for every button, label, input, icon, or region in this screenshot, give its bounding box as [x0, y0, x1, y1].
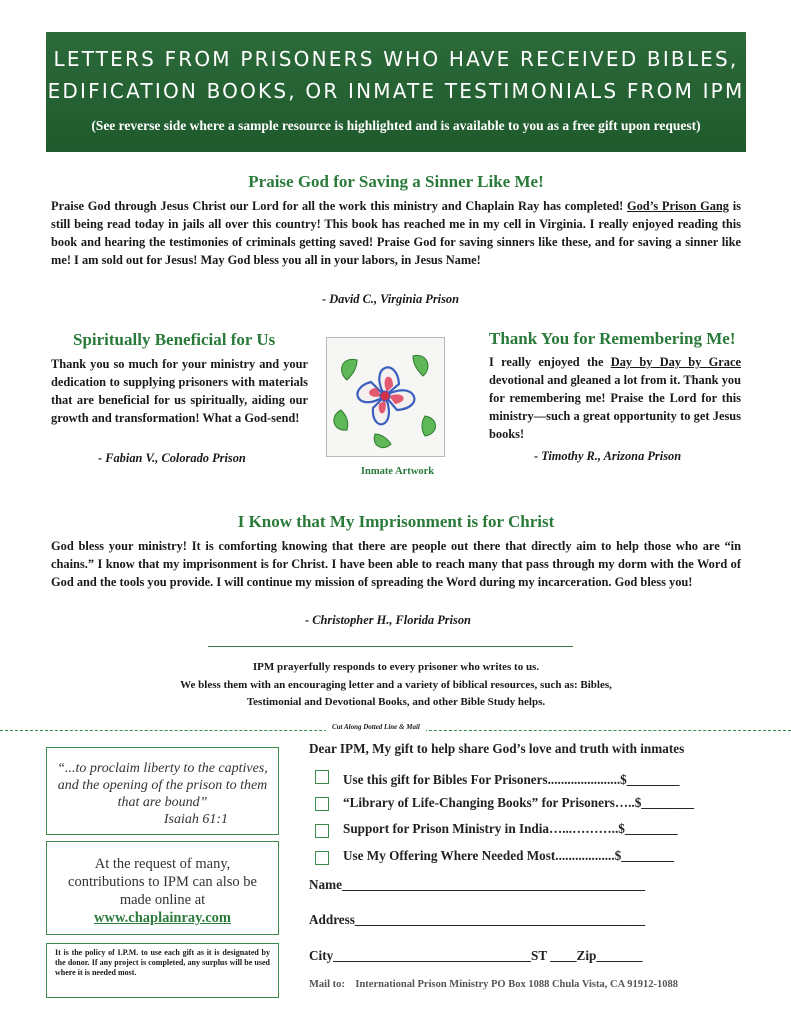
- option-where-needed-checkbox[interactable]: [315, 851, 329, 865]
- option-india-checkbox[interactable]: [315, 824, 329, 838]
- option-library-checkbox[interactable]: [315, 797, 329, 811]
- letter-4-body: God bless your ministry! It is comforting knowing that there are people out there that directly aim to help those who are “in chains.” I know that my imprisonment is for Christ. I have been able to reach many that pass through my dorm with the Word of God and the tools you provide. I will continue my mission of spreading the Word during my incarceration. God bless you!: [51, 539, 741, 589]
- letter-3-heading: Thank You for Remembering Me!: [489, 329, 736, 348]
- ipm-note-line-3: Testimonial and Devotional Books, and other Bible Study helps.: [246, 696, 546, 708]
- letter-3-body-start: I really enjoyed the: [489, 355, 611, 369]
- mail-to: [309, 979, 678, 990]
- header-banner: [46, 32, 746, 152]
- option-bibles-label: Use this gift for Bibles For Prisoners......................$________: [343, 772, 680, 787]
- online-giving-text: At the request of many, contributions to IPM can also be made online at: [68, 856, 257, 908]
- letter-3-body: [489, 353, 741, 443]
- ipm-note-line-2: We bless them with an encouraging letter and a variety of biblical resources, such as: Bibles,: [180, 678, 612, 691]
- banner-title-line-2: EDIFICATION BOOKS, OR INMATE TESTIMONIALS FROM IPM: [47, 79, 745, 103]
- city-state-zip-field[interactable]: City______________________________ST ____Zip_______: [309, 948, 643, 963]
- letter-3-body-end: devotional and gleaned a lot from it. Thank you for remembering me! Praise the Lord for this ministry—such a great opportunity to get Jesus books!: [489, 373, 741, 441]
- letter-2-signature: - Fabian V., Colorado Prison: [98, 451, 246, 465]
- letter-2-heading: Spiritually Beneficial for Us: [73, 330, 276, 349]
- letter-3-signature: - Timothy R., Arizona Prison: [534, 449, 682, 463]
- letter-2-body: Thank you so much for your ministry and your dedication to supplying prisoners with materials that are beneficial for us spiritually, aiding our growth and transformation! What a God-send!: [51, 357, 308, 425]
- website-link[interactable]: www.chaplainray.com: [94, 910, 231, 926]
- online-giving-box: [46, 841, 279, 935]
- flower-drawing-icon: [327, 338, 444, 456]
- letter-1-body-end: is still being read today in jails all over this country! This book has reached me in my cell in Virginia. I really enjoyed reading this book and hearing the testimonies of criminals getting saved! Praise God for saving sinners like these, and for saving a sinner like me! I am sold out for Jesus! May God bless you all in your labors, in Jesus Name!: [51, 199, 741, 267]
- cut-line-label: Cut Along Dotted Line & Mail: [326, 723, 426, 731]
- policy-text: It is the policy of I.P.M. to use each gift as it is designated by the donor. If any project is completed, any surplus will be used where it is needed most.: [55, 948, 270, 977]
- letter-1-body-start: Praise God through Jesus Christ our Lord for all the work this ministry and Chaplain Ray has completed!: [51, 199, 627, 213]
- letter-4-heading: I Know that My Imprisonment is for Christ: [237, 512, 555, 531]
- letter-4-signature: - Christopher H., Florida Prison: [305, 613, 471, 627]
- banner-subtitle: (See reverse side where a sample resource is highlighted and is available to you as a free gift upon request): [91, 118, 701, 133]
- inmate-artwork: [326, 337, 445, 457]
- form-intro: Dear IPM, My gift to help share God’s love and truth with inmates: [309, 741, 685, 756]
- mail-to-address: International Prison Ministry PO Box 1088 Chula Vista, CA 91912-1088: [355, 979, 678, 990]
- ipm-note: [46, 659, 746, 712]
- letter-1-heading: Praise God for Saving a Sinner Like Me!: [248, 172, 544, 191]
- policy-box: [46, 943, 279, 998]
- divider: [208, 646, 573, 647]
- mail-to-label: Mail to:: [309, 979, 345, 990]
- banner-title-line-1: LETTERS FROM PRISONERS WHO HAVE RECEIVED BIBLES,: [53, 47, 739, 71]
- option-india-label: Support for Prison Ministry in India…...………..$________: [343, 821, 678, 836]
- option-library-label: “Library of Life-Changing Books” for Prisoners…..$________: [343, 795, 695, 810]
- artwork-caption: Inmate Artwork: [360, 466, 435, 477]
- book-title-day-by-day-by-grace: Day by Day by Grace: [610, 355, 741, 369]
- name-field[interactable]: Name______________________________________________: [309, 877, 646, 892]
- letter-1-body: [51, 197, 741, 269]
- book-title-gods-prison-gang: God’s Prison Gang: [626, 199, 729, 213]
- scripture-text: “...to proclaim liberty to the captives, and the opening of the prison to them that are bound”: [57, 761, 268, 810]
- scripture-reference: Isaiah 61:1: [163, 812, 228, 827]
- option-bibles-checkbox[interactable]: [315, 770, 329, 784]
- letter-1-signature: - David C., Virginia Prison: [322, 292, 460, 306]
- option-where-needed-label: Use My Offering Where Needed Most..................$________: [343, 848, 674, 863]
- scripture-box: [46, 747, 279, 835]
- ipm-note-line-1: IPM prayerfully responds to every prisoner who writes to us.: [252, 661, 540, 673]
- address-field[interactable]: Address____________________________________________: [309, 912, 646, 927]
